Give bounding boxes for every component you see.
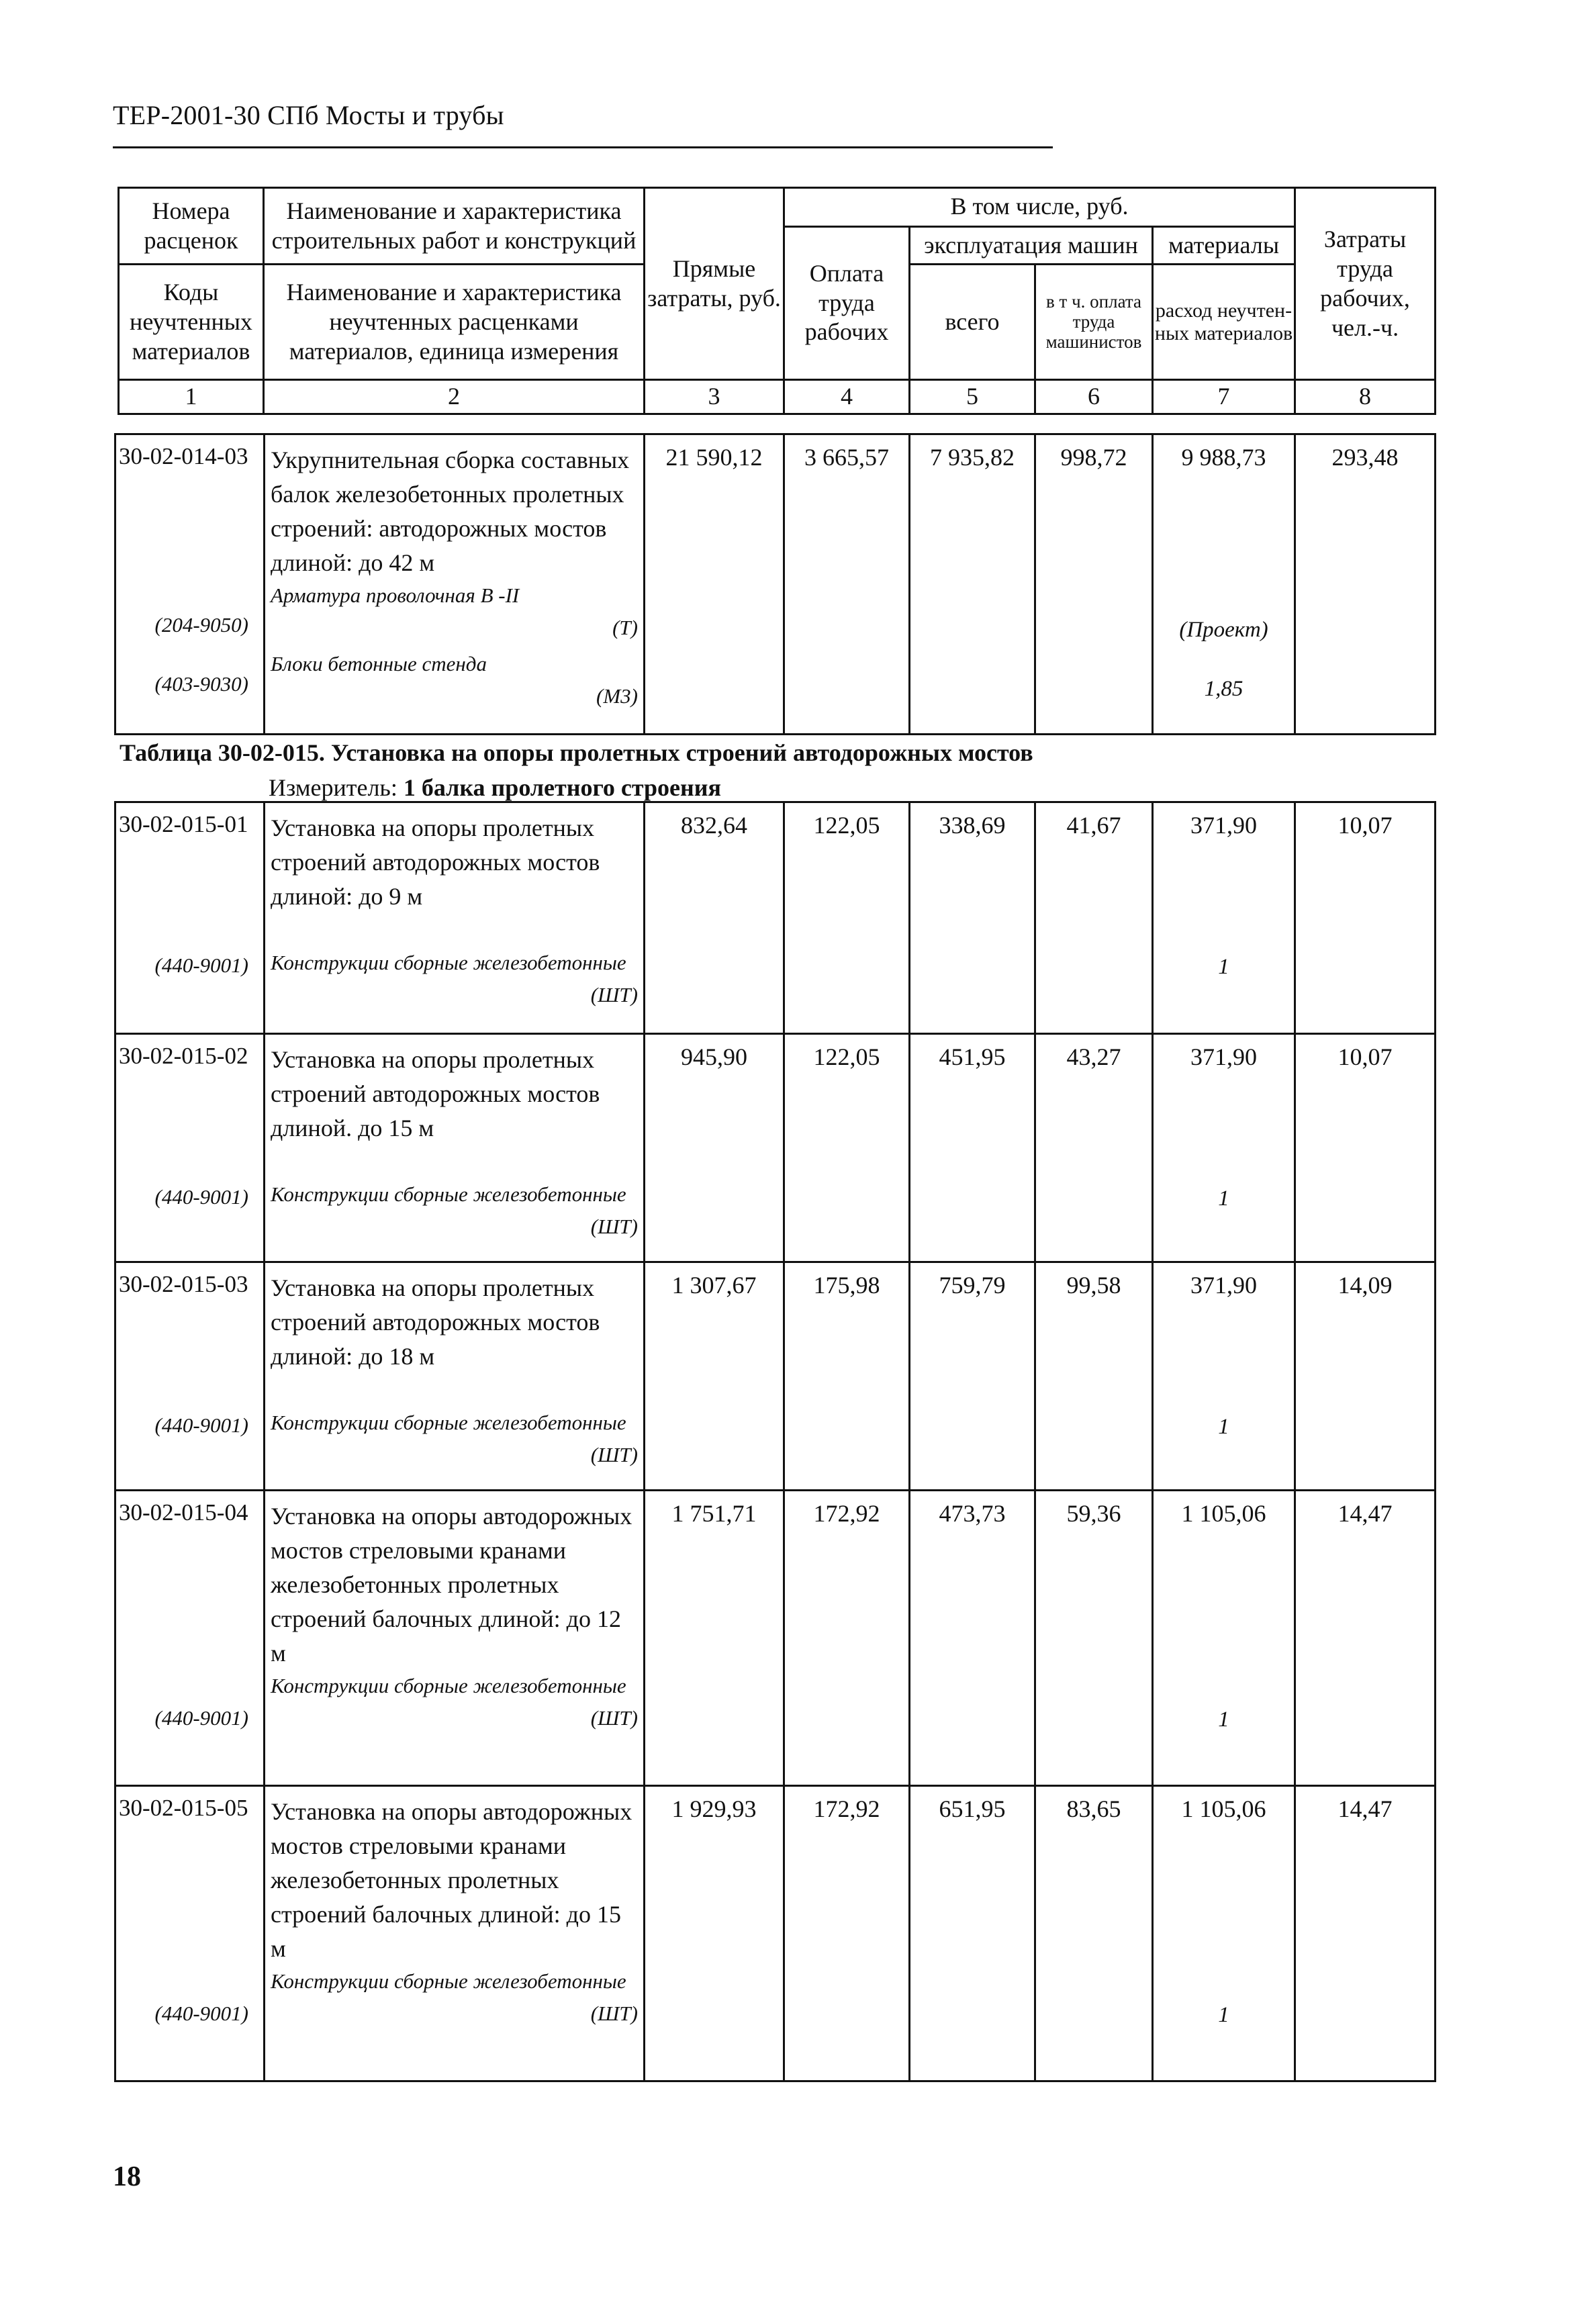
- table-row: [115, 1034, 1436, 1262]
- rate-code-cell: [115, 434, 265, 735]
- value-labor-hours: 14,09: [1295, 1262, 1436, 1491]
- value-machines-total: 7 935,82: [910, 434, 1035, 735]
- value-machines-total: 759,79: [910, 1262, 1035, 1491]
- col-number-1: 1: [119, 380, 264, 414]
- material-code: (440-9001): [154, 1185, 248, 1209]
- material-code: (440-9001): [154, 1706, 248, 1730]
- value-worker-pay: 122,05: [784, 802, 910, 1034]
- rate-name: Укрупнительная сборка составных балок железобетонных пролетных строений: автодорожных мостов длиной: до 42 м: [271, 447, 630, 576]
- value-materials: 1 105,06: [1181, 1500, 1266, 1527]
- material-quantity: 1,85: [1204, 677, 1243, 701]
- value-operator-pay: 99,58: [1035, 1262, 1153, 1491]
- header-labor-hours: Затраты труда рабочих, чел.-ч.: [1295, 188, 1436, 380]
- value-worker-pay: 122,05: [784, 1034, 910, 1262]
- value-direct-costs: 1 307,67: [645, 1262, 784, 1491]
- column-header-table: [118, 187, 1436, 415]
- rate-name: Установка на опоры автодорожных мостов стреловыми кранами железобетонных пролетных строений балочных длиной: до 12 м: [271, 1503, 632, 1667]
- material-name: Арматура проволочная В -II: [271, 583, 520, 607]
- rate-name: Установка на опоры пролетных строений автодорожных мостов длиной. до 15 м: [271, 1046, 600, 1141]
- material-unit: (ШТ): [590, 1443, 638, 1466]
- value-materials: 371,90: [1190, 812, 1257, 839]
- rate-code: 30-02-015-04: [119, 1499, 248, 1526]
- header-direct-costs: Прямые затраты, руб.: [645, 188, 784, 380]
- rate-name-cell: [265, 802, 645, 1034]
- value-direct-costs: 21 590,12: [645, 434, 784, 735]
- rate-code: 30-02-014-03: [119, 443, 248, 469]
- value-worker-pay: 3 665,57: [784, 434, 910, 735]
- material-code: (204-9050): [154, 613, 248, 637]
- value-labor-hours: 14,47: [1295, 1786, 1436, 2081]
- rate-name: Установка на опоры пролетных строений автодорожных мостов длиной: до 9 м: [271, 814, 600, 910]
- rate-code-cell: [115, 802, 265, 1034]
- value-materials-cell: [1153, 434, 1295, 735]
- value-labor-hours: 14,47: [1295, 1491, 1436, 1786]
- value-worker-pay: 172,92: [784, 1786, 910, 2081]
- table-row: [115, 1491, 1436, 1786]
- header-operator-pay: в т ч. оплата труда машинистов: [1035, 265, 1153, 380]
- rate-name-cell: [265, 1034, 645, 1262]
- value-materials: 9 988,73: [1181, 444, 1266, 471]
- material-unit: (ШТ): [590, 1215, 638, 1238]
- value-materials: 1 105,06: [1181, 1795, 1266, 1822]
- rate-code-cell: [115, 1491, 265, 1786]
- header-work-name: Наименование и характеристика строительных работ и конструкций: [264, 188, 645, 265]
- material-code: (440-9001): [154, 1413, 248, 1437]
- table-30-02-014: [114, 433, 1436, 735]
- material-quantity: 1: [1218, 1707, 1229, 1732]
- material-unit: (ШТ): [590, 983, 638, 1006]
- header-machines-total: всего: [910, 265, 1035, 380]
- material-quantity: 1: [1218, 955, 1229, 979]
- material-unit: (ШТ): [590, 1706, 638, 1730]
- value-machines-total: 473,73: [910, 1491, 1035, 1786]
- header-worker-pay: Оплата труда рабочих: [784, 226, 910, 380]
- page-number: 18: [113, 2161, 141, 2192]
- value-direct-costs: 832,64: [645, 802, 784, 1034]
- table-row: [115, 1786, 1436, 2081]
- rate-code-cell: [115, 1262, 265, 1491]
- rate-name: Установка на опоры пролетных строений автодорожных мостов длиной: до 18 м: [271, 1274, 600, 1370]
- rate-code-cell: [115, 1034, 265, 1262]
- col-number-4: 4: [784, 380, 910, 414]
- value-operator-pay: 59,36: [1035, 1491, 1153, 1786]
- rate-code: 30-02-015-05: [119, 1795, 248, 1821]
- material-unit: (Т): [612, 616, 638, 639]
- col-number-7: 7: [1153, 380, 1295, 414]
- material-name: Конструкции сборные железобетонные: [271, 1969, 626, 1993]
- header-machine-operation: эксплуатация машин: [910, 226, 1153, 265]
- header-material-names: Наименование и характеристика неучтенных расценками материалов, единица измерения: [264, 265, 645, 380]
- value-worker-pay: 175,98: [784, 1262, 910, 1491]
- value-materials-cell: [1153, 1786, 1295, 2081]
- col-number-2: 2: [264, 380, 645, 414]
- table-row: [115, 434, 1436, 735]
- value-materials-cell: [1153, 802, 1295, 1034]
- header-including-group: В том числе, руб.: [784, 188, 1295, 227]
- rate-code-cell: [115, 1786, 265, 2081]
- material-code: (440-9001): [154, 953, 248, 977]
- value-machines-total: 651,95: [910, 1786, 1035, 2081]
- value-operator-pay: 998,72: [1035, 434, 1153, 735]
- value-machines-total: 338,69: [910, 802, 1035, 1034]
- header-rule: [113, 146, 1053, 148]
- rate-name-cell: [265, 1262, 645, 1491]
- value-operator-pay: 43,27: [1035, 1034, 1153, 1262]
- header-material-consumption: расход неучтен-ных материалов: [1153, 265, 1295, 380]
- running-header: ТЕР-2001-30 СПб Мосты и трубы: [113, 100, 504, 130]
- value-materials-cell: [1153, 1034, 1295, 1262]
- material-name: Конструкции сборные железобетонные: [271, 1182, 626, 1206]
- material-code: (440-9001): [154, 2002, 248, 2025]
- value-direct-costs: 1 751,71: [645, 1491, 784, 1786]
- material-quantity: (Проект): [1179, 618, 1268, 642]
- value-worker-pay: 172,92: [784, 1491, 910, 1786]
- material-unit: (ШТ): [590, 2002, 638, 2025]
- rate-name: Установка на опоры автодорожных мостов стреловыми кранами железобетонных пролетных строений балочных длиной: до 15 м: [271, 1798, 632, 1962]
- rate-name-cell: [265, 1786, 645, 2081]
- col-number-5: 5: [910, 380, 1035, 414]
- value-labor-hours: 10,07: [1295, 1034, 1436, 1262]
- material-name: Конструкции сборные железобетонные: [271, 951, 626, 974]
- header-rate-numbers: Номера расценок: [119, 188, 264, 265]
- table-row: [115, 802, 1436, 1034]
- material-unit: (М3): [596, 684, 638, 708]
- measure-label: Измеритель:: [269, 774, 397, 801]
- material-name: Конструкции сборные железобетонные: [271, 1674, 626, 1697]
- rate-code: 30-02-015-01: [119, 811, 248, 837]
- value-labor-hours: 10,07: [1295, 802, 1436, 1034]
- table-row: [115, 1262, 1436, 1491]
- value-machines-total: 451,95: [910, 1034, 1035, 1262]
- rate-code: 30-02-015-02: [119, 1043, 248, 1069]
- material-code: (403-9030): [154, 672, 248, 696]
- header-material-codes: Коды неучтенных материалов: [119, 265, 264, 380]
- material-name: Конструкции сборные железобетонные: [271, 1411, 626, 1434]
- col-number-6: 6: [1035, 380, 1153, 414]
- material-quantity: 1: [1218, 1186, 1229, 1211]
- value-materials-cell: [1153, 1491, 1295, 1786]
- table-measure: [269, 774, 721, 802]
- value-direct-costs: 945,90: [645, 1034, 784, 1262]
- value-labor-hours: 293,48: [1295, 434, 1436, 735]
- value-materials: 371,90: [1190, 1272, 1257, 1299]
- table-30-02-015: [114, 801, 1436, 2082]
- value-operator-pay: 41,67: [1035, 802, 1153, 1034]
- col-number-3: 3: [645, 380, 784, 414]
- header-materials: материалы: [1153, 226, 1295, 265]
- value-direct-costs: 1 929,93: [645, 1786, 784, 2081]
- material-name: Блоки бетонные стенда: [271, 652, 487, 675]
- material-quantity: 1: [1218, 1415, 1229, 1439]
- rate-name-cell: [265, 434, 645, 735]
- material-quantity: 1: [1218, 2003, 1229, 2027]
- rate-name-cell: [265, 1491, 645, 1786]
- measure-value: 1 балка пролетного строения: [403, 774, 721, 801]
- col-number-8: 8: [1295, 380, 1436, 414]
- table-caption: Таблица 30-02-015. Установка на опоры пролетных строений автодорожных мостов: [120, 739, 1033, 766]
- value-operator-pay: 83,65: [1035, 1786, 1153, 2081]
- value-materials-cell: [1153, 1262, 1295, 1491]
- rate-code: 30-02-015-03: [119, 1271, 248, 1297]
- value-materials: 371,90: [1190, 1043, 1257, 1070]
